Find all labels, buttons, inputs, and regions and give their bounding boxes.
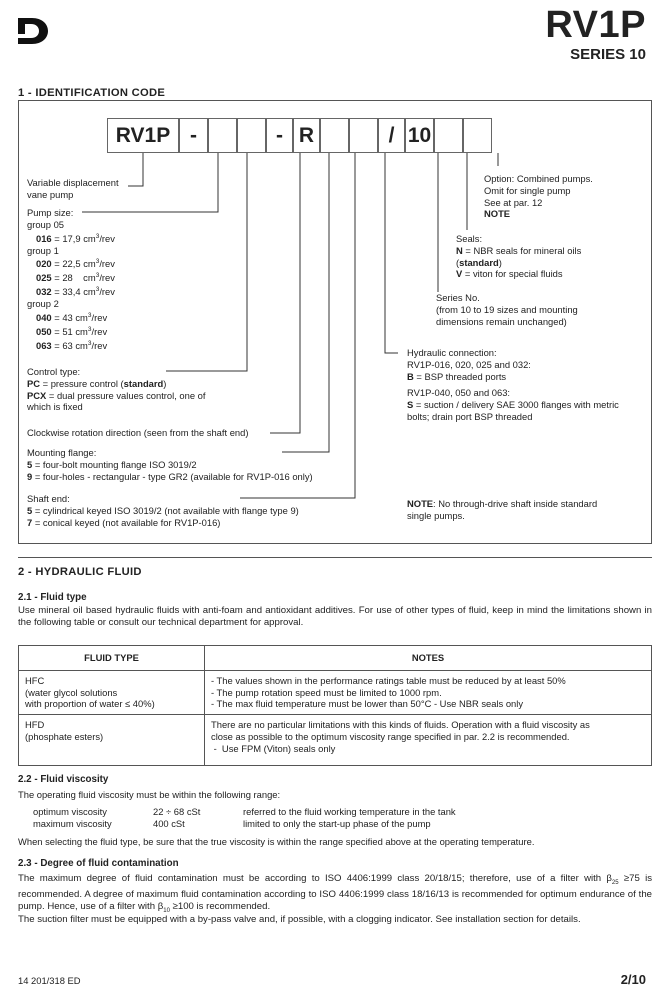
fluid-type-cell: HFD (phosphate esters) (19, 715, 205, 765)
shaft-end-block: Shaft end: 5 = cylindrical keyed ISO 3019/2 (not available with flange type 9) 7 = conical keyed (not available for RV1P-016) (27, 493, 299, 528)
code-cell-dash: - (179, 118, 208, 153)
notes-cell: There are no particular limitations with this kinds of fluids. Operation with a fluid viscosity as close as possible to the optimum viscosity range specified in par. 2.2 is recommended. - Use FPM (Viton) seals only (205, 715, 652, 765)
code-cell-hydraulic: / (378, 118, 405, 153)
series-no-block: Series No. (from 10 to 19 sizes and mounting dimensions remain unchanged) (436, 292, 578, 327)
suction-filter-text: The suction filter must be equipped with a by-pass valve and, if possible, with a clogging indicator. See installation section for details. (18, 914, 581, 925)
viscosity-row: optimum viscosity 22 ÷ 68 cSt referred to the fluid working temperature in the tank (33, 806, 456, 817)
hydraulic-connection-block: Hydraulic connection: RV1P-016, 020, 025 and 032: B = BSP threaded ports RV1P-040, 050 and 063: S = suction / delivery SAE 3000 flanges with metric bolts; drain port BSP threaded (407, 347, 619, 422)
no-through-drive-note: NOTE: No through-drive shaft inside standard single pumps. (407, 498, 598, 521)
seals-block: Seals: N = NBR seals for mineral oils (standard) V = viton for special fluids (456, 233, 582, 280)
contamination-heading: 2.3 - Degree of fluid contamination (18, 858, 179, 869)
fluid-type-cell: HFC (water glycol solutions with proportion of water ≤ 40%) (19, 670, 205, 714)
variable-pump-label: Variable displacement vane pump (27, 177, 119, 200)
page-number: 2/10 (620, 972, 646, 987)
pump-size-block: Pump size: group 05 016 = 17,9 $cm^3$/rev group 1 020 = 22,5 $cm^3$/rev 025 = 28 $cm^3$/rev 032 = 33,4 $cm^3$/rev group 2 040 = 43 $cm^3$/rev 050 = 51 $cm^3$/rev 063 = 63 $cm^3$/rev (27, 207, 115, 351)
section-divider (18, 557, 652, 558)
option-block: Option: Combined pumps. Omit for single pump See at par. 12 NOTE (484, 173, 593, 220)
code-cell-series: 10 (405, 118, 434, 153)
table-header: NOTES (205, 646, 652, 671)
contamination-text: The maximum degree of fluid contamination must be according to ISO 4406:1999 class 20/18/15; therefore, use of a filter with $\beta_{25} \ge 75$ is recommended. A degree of maximum fluid contamination according to ISO 4406:1999 class 18/16/13 is recommended for optimum endurance of the pump. Hence, use of a filter with $\beta_{10} \ge 100$ is recommended. (18, 873, 652, 915)
fluid-type-table (18, 645, 652, 766)
table-header: FLUID TYPE (19, 646, 205, 671)
table-row (19, 715, 652, 765)
notes-cell: - The values shown in the performance ratings table must be reduced by at least 50% - The pump rotation speed must be limited to 1000 rpm. - The max fluid temperature must be lower than 50°C - Use NBR seals only (205, 670, 652, 714)
fluid-type-text: Use mineral oil based hydraulic fluids with anti-foam and antioxidant additives. For use of other types of fluid, keep in mind the limitations shown in the following table or consult our technical department for approval. (18, 605, 652, 629)
model-title: RV1P (545, 4, 646, 46)
table-header-row (19, 646, 652, 671)
mounting-flange-block: Mounting flange: 5 = four-bolt mounting flange ISO 3019/2 9 = four-holes - rectangular - type GR2 (available for RV1P-016 only) (27, 447, 313, 482)
control-type-block: Control type: PC = pressure control (standard) PCX = dual pressure values control, one of which is fixed (27, 366, 206, 413)
viscosity-intro: The operating fluid viscosity must be within the following range: (18, 789, 281, 800)
code-cell-model: RV1P (107, 118, 179, 153)
series-label: SERIES 10 (570, 46, 646, 63)
fluid-viscosity-heading: 2.2 - Fluid viscosity (18, 774, 109, 785)
document-code: 14 201/318 ED (18, 975, 81, 986)
table-row (19, 670, 652, 714)
section-2-title: 2 - HYDRAULIC FLUID (18, 566, 142, 578)
viscosity-note: When selecting the fluid type, be sure that the true viscosity is within the range specified above at the operating temperature. (18, 836, 535, 847)
code-cell-rotation: R (293, 118, 320, 153)
section-1-title: 1 - IDENTIFICATION CODE (18, 87, 166, 99)
viscosity-row: maximum viscosity 400 cSt limited to only the start-up phase of the pump (33, 818, 431, 829)
fluid-type-heading: 2.1 - Fluid type (18, 592, 87, 603)
code-cell-dash: - (266, 118, 293, 153)
rotation-label: Clockwise rotation direction (seen from the shaft end) (27, 427, 249, 438)
